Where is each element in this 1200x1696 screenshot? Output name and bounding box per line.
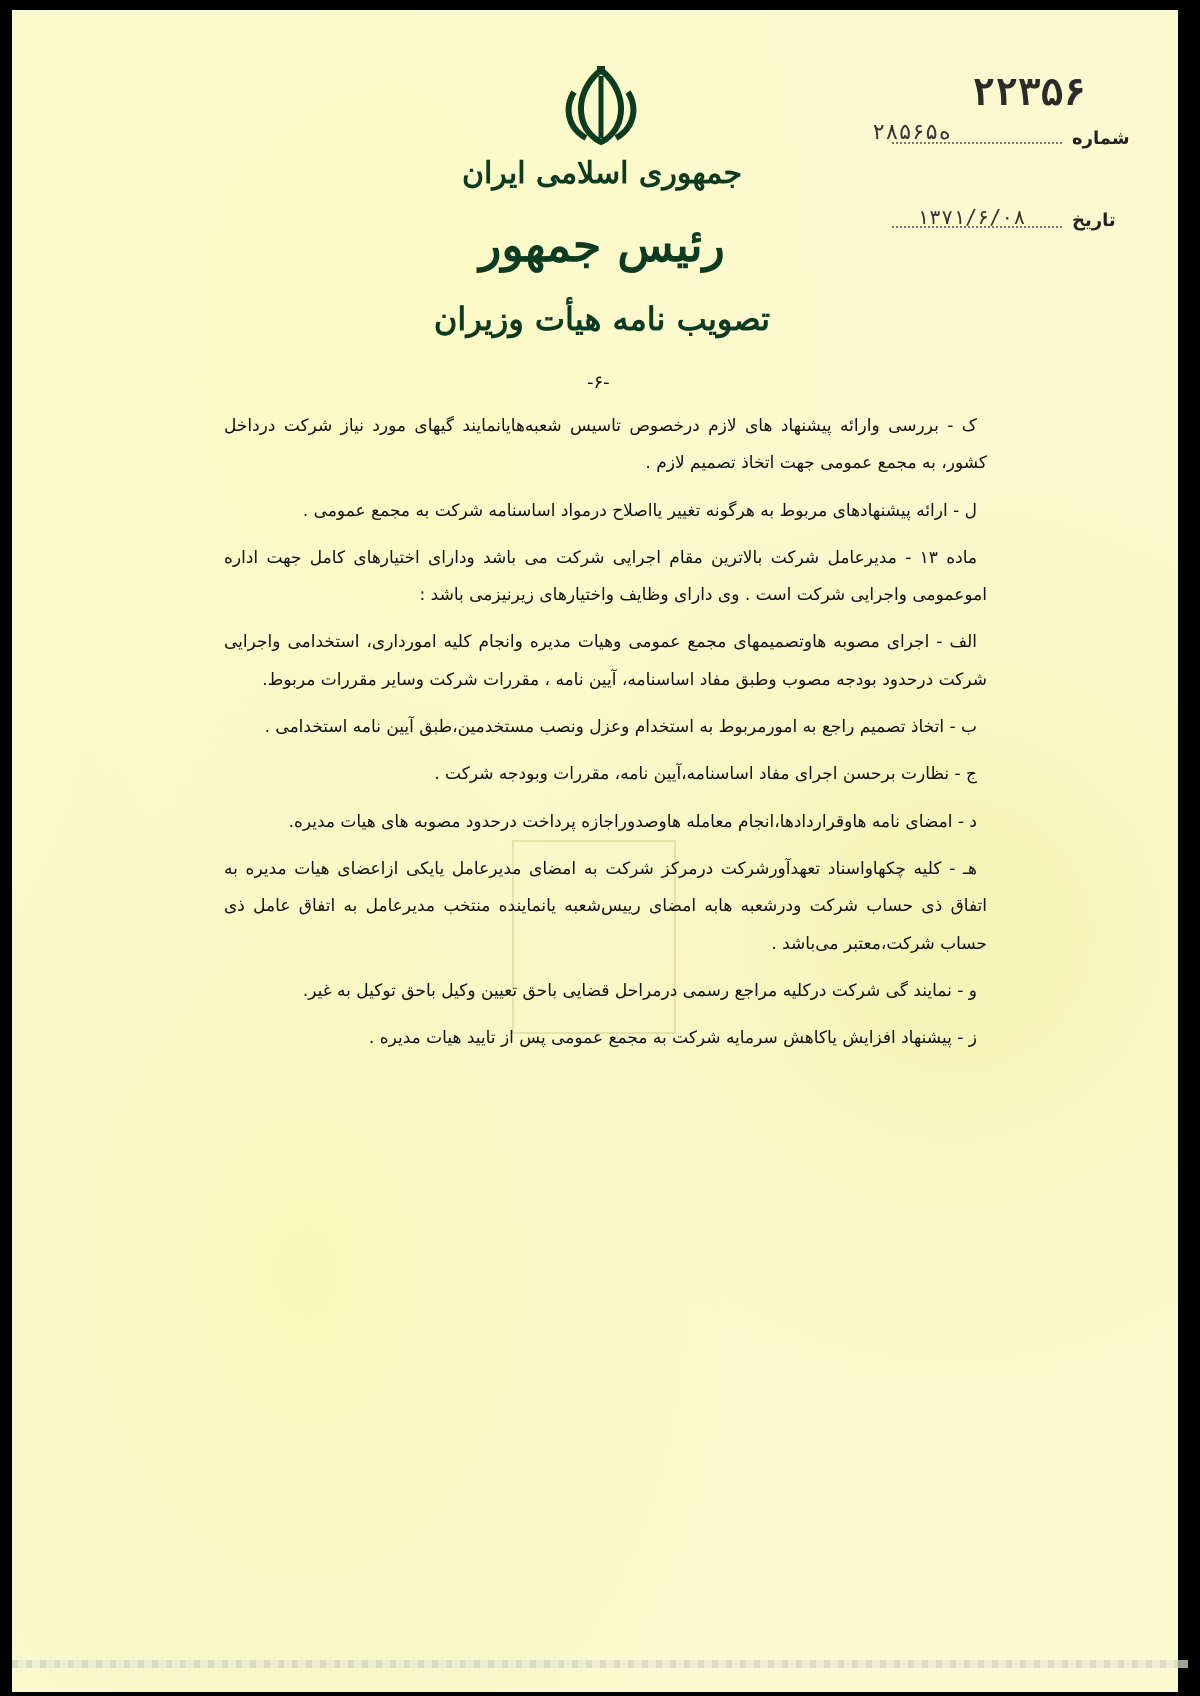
document-page (12, 10, 1188, 1692)
paragraph-alef: الف - اجرای مصوبه هاوتصمیمهای مجمع عمومی وهیات مدیره وانجام کلیه امورداری، استخدامی واجرایی شرکت درحدود بودجه مصوب وطبق مفاد اساسنامه، آیین نامه ، مقررات شرکت وسایر مقررات مربوط. (224, 632, 987, 690)
header-president: رئیس جمهور (479, 218, 725, 272)
page-number: -۶- (587, 372, 610, 393)
date-label: تاریخ (1072, 210, 1116, 231)
document-body (224, 408, 987, 1067)
date-dotted-line (892, 226, 1062, 228)
paragraph-article-13: ماده ۱۳ - مدیرعامل شرکت بالاترین مقام اجرایی شرکت می باشد ودارای اختیارهای کامل جهت اداره اموعمومی واجرایی شرکت است . وی دارای وظایف واختیارهای زیرنیزمی باشد : (224, 547, 987, 606)
number-value: ه۲۸۵۶۵ (872, 120, 952, 145)
paragraph-ze: ز - پیشنهاد افزایش یاکاهش سرمایه شرکت به مجمع عمومی پس از تایید هیات مدیره . (368, 1028, 977, 1049)
paragraph-dal: د - امضای نامه هاوقراردادها،انجام معامله هاوصدوراجازه پرداخت درحدود مصوبه های هیات مدیره. (288, 811, 977, 832)
paragraph-l: ل - ارائه پیشنهادهای مربوط به هرگونه تغییر یااصلاح درمواد اساسنامه شرکت به مجمع عمومی . (302, 500, 977, 521)
paragraph-he: هـ - کلیه چکهاواسناد تعهدآورشرکت درمرکز شرکت به امضای مدیرعامل یایکی ازاعضای هیات مدیره به اتفاق ذی حساب شرکت ودرشعبه هابه امضای رییس‌شعبه یانماینده منتخب مدیرعامل به اتفاق عامل ذی حساب شرکت،معتبر می‌باشد . (224, 858, 987, 954)
date-value: ۱۳۷۱/۶/۰۸ (917, 205, 1026, 229)
emblem-icon (556, 62, 646, 152)
paragraph-vav: و - نمایند گی شرکت درکلیه مراجع رسمی درمراحل قضایی باحق تعیین وکیل باحق توکیل به غیر. (302, 980, 977, 1001)
number-label: شماره (1072, 128, 1130, 149)
paragraph-be: ب - اتخاذ تصمیم راجع به امورمربوط به استخدام وعزل ونصب مستخدمین،طبق آیین نامه استخدامی . (264, 717, 977, 738)
number-stamp: ۲۲۳۵۶ (972, 70, 1087, 114)
number-dotted-line (892, 142, 1062, 144)
paragraph-jim: ج - نظارت برحسن اجرای مفاد اساسنامه،آیین نامه، مقررات وبودجه شرکت . (434, 764, 977, 785)
header-cabinet-resolution: تصویب نامه هیأت وزیران (433, 300, 771, 338)
paragraph-k: ک - بررسی وارائه پیشنهاد های لازم درخصوص تاسیس شعبه‌هایانمایند گیهای مورد نیاز شرکت درداخل کشور، به مجمع عمومی جهت اتخاذ تصمیم لازم . (224, 416, 987, 474)
header-country: جمهوری اسلامی ایران (461, 156, 743, 191)
bottom-edge-strip (12, 1660, 1188, 1668)
